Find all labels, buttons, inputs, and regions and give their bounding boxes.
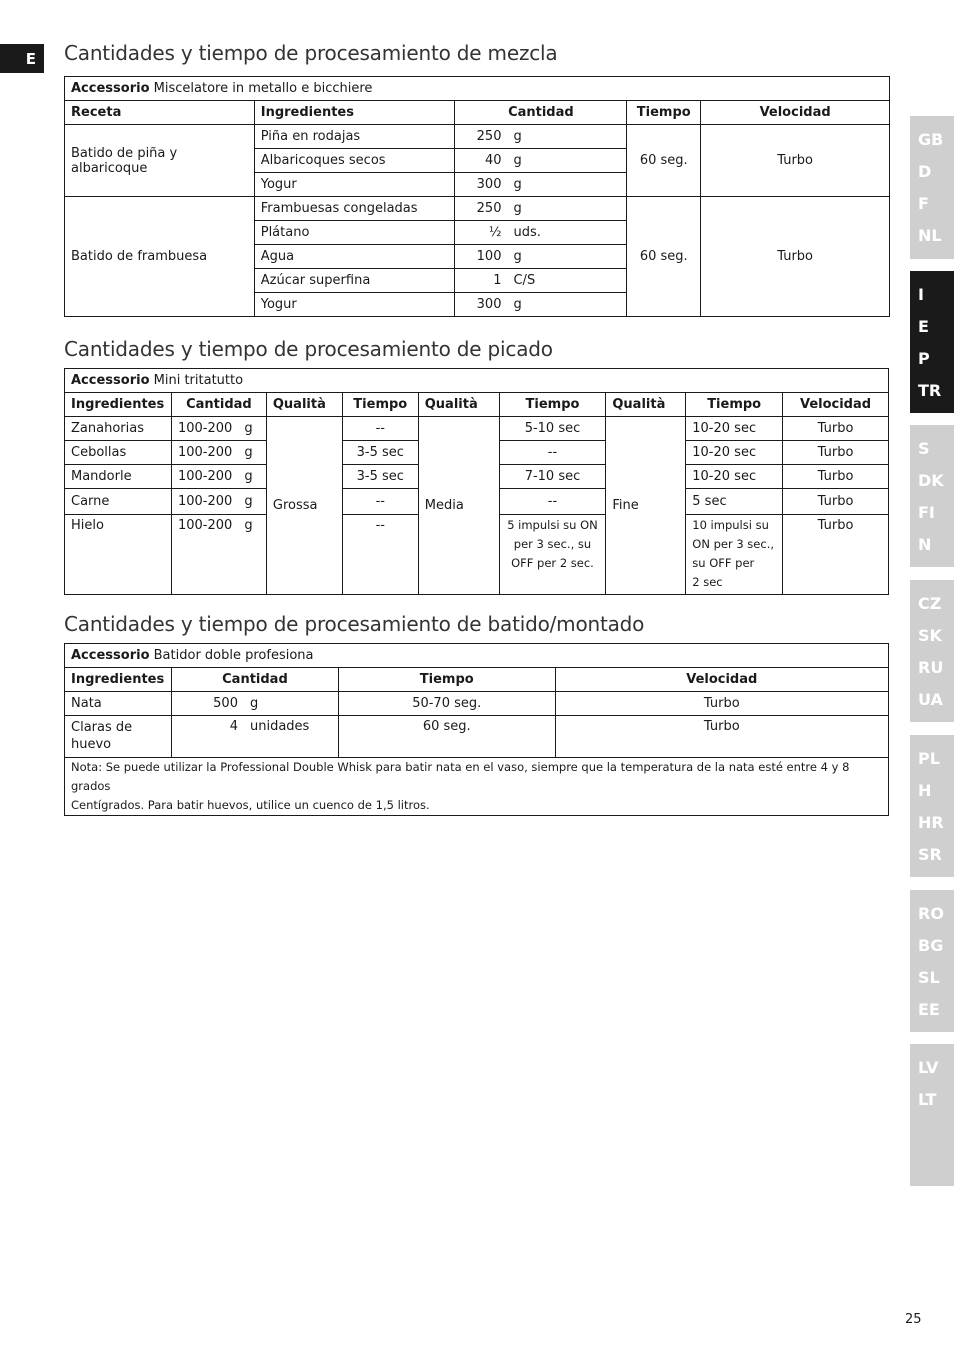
accessory-label: Accessorio	[71, 648, 150, 663]
time-grossa: --	[342, 417, 418, 441]
speed: Turbo	[783, 417, 889, 441]
time-media: --	[499, 441, 606, 465]
lang-item[interactable]: LV	[918, 1058, 939, 1077]
ingredient: Zanahorias	[65, 417, 172, 441]
col-header: Qualità	[606, 393, 686, 417]
time-fine: 10-20 sec	[686, 465, 783, 489]
col-header: Tiempo	[686, 393, 783, 417]
lang-group-1	[910, 116, 954, 259]
quantity: 4 unidades	[171, 716, 338, 758]
header-row	[65, 668, 889, 692]
lang-item[interactable]: NL	[918, 226, 942, 245]
table-row	[65, 716, 889, 758]
ingredient: Albaricoques secos	[254, 149, 455, 173]
ingredient: Mandorle	[65, 465, 172, 489]
ingredient: Yogur	[254, 173, 455, 197]
table-row	[65, 125, 890, 149]
speed: Turbo	[555, 716, 888, 758]
ingredient: Azúcar superfina	[254, 269, 455, 293]
ingredient: Agua	[254, 245, 455, 269]
quantity: 250 g	[455, 125, 627, 149]
lang-item[interactable]: PL	[918, 749, 940, 768]
quantity: 100-200 g	[171, 417, 266, 441]
recipe-name: Batido de piña y albaricoque	[65, 125, 255, 197]
language-tab	[0, 44, 44, 73]
col-header: Ingredientes	[65, 668, 172, 692]
ingredient: Hielo	[65, 515, 172, 595]
lang-item[interactable]: D	[918, 162, 932, 181]
ingredient: Carne	[65, 489, 172, 515]
time-grossa: 3-5 sec	[342, 441, 418, 465]
lang-item[interactable]: N	[918, 535, 932, 554]
time-fine: 5 sec	[686, 489, 783, 515]
ingredient: Frambuesas congeladas	[254, 197, 455, 221]
col-header: Tiempo	[627, 101, 701, 125]
time-media: 5 impulsi su ON per 3 sec., su OFF per 2 sec.	[499, 515, 606, 595]
quality-fine: Fine	[606, 417, 686, 595]
lang-item[interactable]: EE	[918, 1000, 940, 1019]
quantity: 500 g	[171, 692, 338, 716]
speed: Turbo	[701, 125, 890, 197]
col-header: Velocidad	[783, 393, 889, 417]
quantity: 100-200 g	[171, 441, 266, 465]
col-header: Tiempo	[338, 668, 555, 692]
time-fine: 10-20 sec	[686, 441, 783, 465]
lang-item[interactable]: BG	[918, 936, 944, 955]
time-grossa: --	[342, 489, 418, 515]
accessory-name: Miscelatore in metallo e bicchiere	[153, 81, 373, 96]
speed: Turbo	[701, 197, 890, 317]
language-code: E	[25, 49, 36, 68]
lang-item[interactable]: LT	[918, 1090, 937, 1109]
quantity: 300 g	[455, 173, 627, 197]
header-row	[65, 393, 889, 417]
quantity: 1 C/S	[455, 269, 627, 293]
lang-item[interactable]: CZ	[918, 594, 942, 613]
ingredient: Plátano	[254, 221, 455, 245]
table-row	[65, 197, 890, 221]
lang-item[interactable]: P	[918, 349, 930, 368]
col-header: Ingredientes	[254, 101, 455, 125]
time-grossa: --	[342, 515, 418, 595]
col-header: Receta	[65, 101, 255, 125]
quantity: 100-200 g	[171, 465, 266, 489]
time-media: --	[499, 489, 606, 515]
quantity: 40 g	[455, 149, 627, 173]
lang-item[interactable]: TR	[918, 381, 942, 400]
accessory-label: Accessorio	[71, 373, 150, 388]
lang-item[interactable]: SL	[918, 968, 940, 987]
lang-item[interactable]: DK	[918, 471, 944, 490]
chop-table	[64, 368, 889, 595]
speed: Turbo	[555, 692, 888, 716]
quantity: 250 g	[455, 197, 627, 221]
lang-item[interactable]: RU	[918, 658, 944, 677]
ingredient: Cebollas	[65, 441, 172, 465]
table-row	[65, 692, 889, 716]
col-header: Velocidad	[701, 101, 890, 125]
ingredient: Nata	[65, 692, 172, 716]
col-header: Velocidad	[555, 668, 888, 692]
col-header: Ingredientes	[65, 393, 172, 417]
col-header: Tiempo	[499, 393, 606, 417]
lang-item[interactable]: FI	[918, 503, 935, 522]
lang-group-4	[910, 580, 954, 722]
speed: Turbo	[783, 515, 889, 595]
time: 60 seg.	[627, 197, 701, 317]
lang-item[interactable]: SK	[918, 626, 942, 645]
col-header: Qualità	[418, 393, 499, 417]
header-row	[65, 101, 890, 125]
accessory-name: Batidor doble profesiona	[153, 648, 314, 663]
section-title-picado: Cantidades y tiempo de procesamiento de picado	[64, 337, 553, 361]
ingredient: Yogur	[254, 293, 455, 317]
lang-item[interactable]: RO	[918, 904, 944, 923]
section-title-mezcla: Cantidades y tiempo de procesamiento de mezcla	[64, 41, 558, 65]
lang-group-2	[910, 271, 954, 413]
accessory-row	[65, 644, 889, 668]
quantity: ½ uds.	[455, 221, 627, 245]
speed: Turbo	[783, 465, 889, 489]
col-header: Tiempo	[342, 393, 418, 417]
accessory-row	[65, 77, 890, 101]
note-row	[65, 758, 889, 816]
whisk-table	[64, 643, 889, 816]
time-media: 5-10 sec	[499, 417, 606, 441]
lang-item[interactable]: SR	[918, 845, 942, 864]
time: 50-70 seg.	[338, 692, 555, 716]
time: 60 seg.	[627, 125, 701, 197]
time-media: 7-10 sec	[499, 465, 606, 489]
quantity: 100-200 g	[171, 515, 266, 595]
accessory-name: Mini tritatutto	[153, 373, 244, 388]
speed: Turbo	[783, 441, 889, 465]
ingredient: Claras de huevo	[65, 716, 172, 758]
time-fine: 10 impulsi su ON per 3 sec., su OFF per 2 sec	[686, 515, 783, 595]
time-grossa: 3-5 sec	[342, 465, 418, 489]
lang-item[interactable]: E	[918, 317, 929, 336]
lang-group-6	[910, 890, 954, 1032]
col-header: Qualità	[266, 393, 342, 417]
lang-item[interactable]: H	[918, 781, 932, 800]
mix-table	[64, 76, 890, 317]
lang-item[interactable]: S	[918, 439, 930, 458]
quantity: 100-200 g	[171, 489, 266, 515]
lang-item[interactable]: F	[918, 194, 929, 213]
lang-item[interactable]: HR	[918, 813, 944, 832]
lang-group-7	[910, 1044, 954, 1186]
quality-media: Media	[418, 417, 499, 595]
col-header: Cantidad	[171, 393, 266, 417]
col-header: Cantidad	[171, 668, 338, 692]
speed: Turbo	[783, 489, 889, 515]
ingredient: Piña en rodajas	[254, 125, 455, 149]
recipe-name: Batido de frambuesa	[65, 197, 255, 317]
lang-group-3	[910, 425, 954, 567]
page-number: 25	[905, 1312, 922, 1327]
lang-group-5	[910, 735, 954, 877]
lang-item[interactable]: I	[918, 285, 924, 304]
col-header: Cantidad	[455, 101, 627, 125]
lang-item[interactable]: GB	[918, 130, 944, 149]
quality-grossa: Grossa	[266, 417, 342, 595]
time: 60 seg.	[338, 716, 555, 758]
table-row	[65, 417, 889, 441]
note: Nota: Se puede utilizar la Professional Double Whisk para batir nata en el vaso, siempre que la temperatura de la nata esté entre 4 y 8 grados Centígrados. Para batir huevos, utilice un cuenco de 1,5 litros.	[65, 758, 889, 816]
accessory-row	[65, 369, 889, 393]
lang-item[interactable]: UA	[918, 690, 943, 709]
accessory-label: Accessorio	[71, 81, 150, 96]
quantity: 300 g	[455, 293, 627, 317]
time-fine: 10-20 sec	[686, 417, 783, 441]
section-title-batido: Cantidades y tiempo de procesamiento de batido/montado	[64, 612, 645, 636]
quantity: 100 g	[455, 245, 627, 269]
